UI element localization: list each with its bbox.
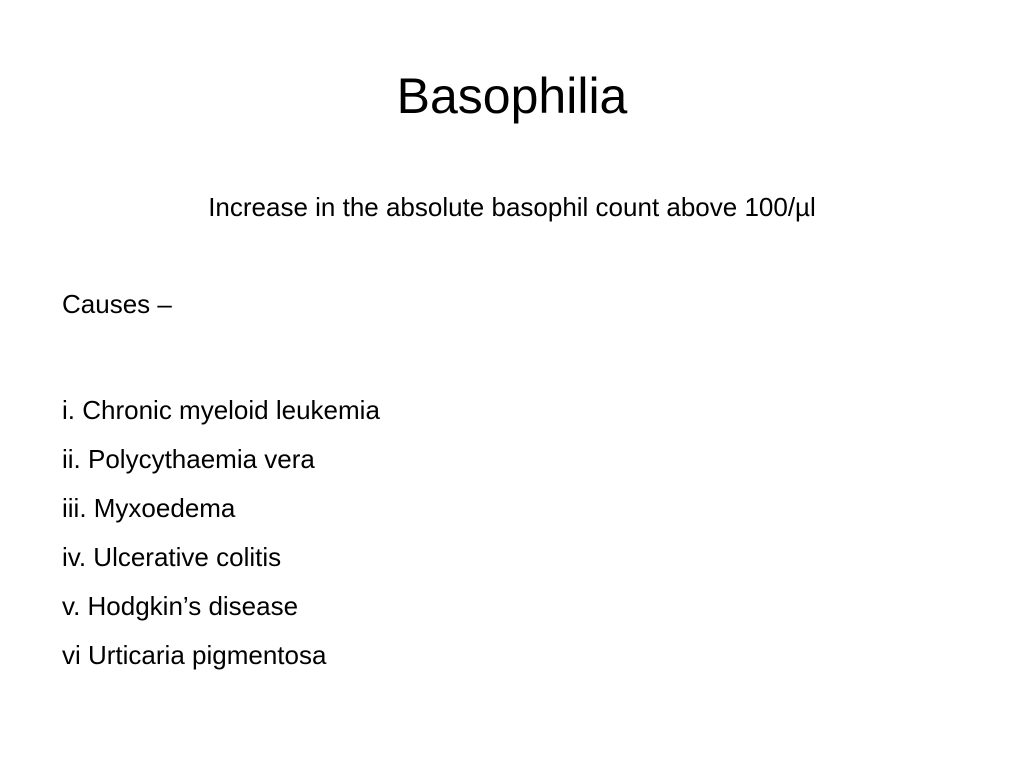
list-item: iv. Ulcerative colitis [62, 542, 282, 572]
slide-subtitle: Increase in the absolute basophil count above 100/µl [208, 192, 816, 222]
list-item: vi Urticaria pigmentosa [62, 640, 327, 670]
list-item: i. Chronic myeloid leukemia [62, 395, 380, 425]
causes-label: Causes – [62, 289, 172, 319]
list-item: v. Hodgkin’s disease [62, 591, 299, 621]
cause-list [62, 386, 380, 680]
slide-title: Basophilia [396, 68, 628, 124]
list-item: iii. Myxoedema [62, 493, 236, 523]
list-item: ii. Polycythaemia vera [62, 444, 315, 474]
